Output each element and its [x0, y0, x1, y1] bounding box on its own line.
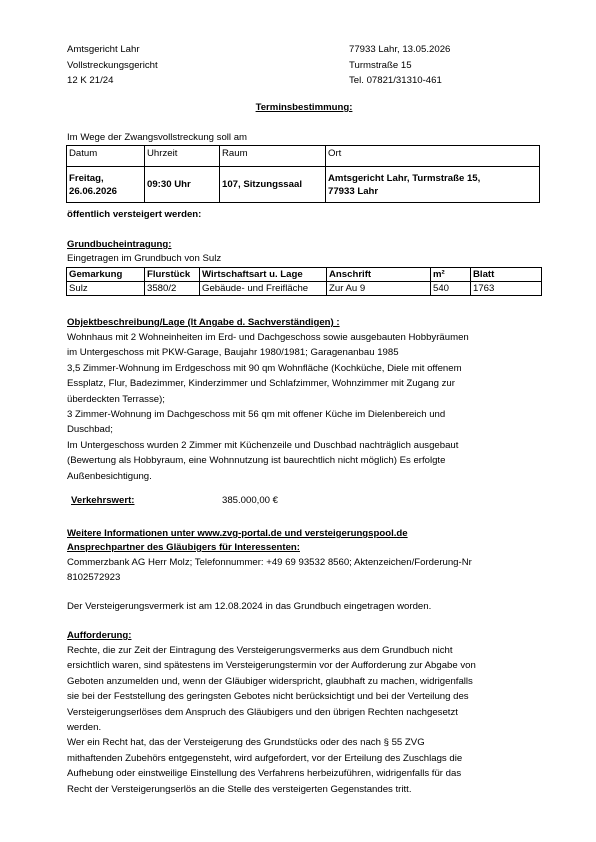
verkehrswert-value: 385.000,00 € [222, 495, 279, 506]
aufforderung-line: Aufhebung oder einstweilige Einstellung des Verfahrens herbeizuführen, widrigenfalls für das [67, 768, 462, 780]
street: Turmstraße 15 [349, 59, 412, 71]
case-number: 12 K 21/24 [67, 75, 114, 86]
page-title: Terminsbestimmung: [255, 102, 353, 113]
objekt-line: Duschbad; [67, 424, 113, 436]
grundbuch-heading: Grundbucheintragung: [67, 239, 172, 250]
objekt-line: 3,5 Zimmer-Wohnung im Erdgeschoss mit 90 qm Wohnfläche (Kochküche, Diele mit offenem [67, 362, 462, 374]
col-header-uhrzeit: Uhrzeit [145, 146, 220, 167]
objekt-line: 3 Zimmer-Wohnung im Dachgeschoss mit 56 qm mit offener Küche im Dielenbereich und [67, 409, 446, 421]
gb-header-gemarkung: Gemarkung [67, 268, 145, 282]
col-header-raum: Raum [220, 146, 326, 167]
objekt-heading: Objektbeschreibung/Lage (lt Angabe d. Sachverständigen) : [67, 317, 340, 328]
cell-ort: Amtsgericht Lahr, Turmstraße 15, 77933 Lahr [326, 167, 540, 203]
outro-text: öffentlich versteigert werden: [67, 209, 202, 220]
court-name: Amtsgericht Lahr [67, 44, 140, 55]
cell-raum: 107, Sitzungssaal [220, 167, 326, 203]
cell-datum: Freitag, 26.06.2026 [67, 167, 145, 203]
contact-details: Commerzbank AG Herr Molz; Telefonnummer: +49 69 93532 8560; Aktenzeichen/Forderung-Nr 8102572923 [67, 557, 472, 583]
objekt-line: Im Untergeschoss wurden 2 Zimmer mit Küchenzeile und Duschbad nachträglich ausgebaut [67, 439, 459, 451]
objekt-line: überdeckten Terrasse); [67, 393, 165, 405]
aufforderung-text [67, 643, 476, 797]
contact-heading: Ansprechpartner des Gläubigers für Interessenten: [67, 542, 300, 553]
col-header-ort: Ort [326, 146, 540, 167]
gb-cell-m2: 540 [431, 282, 471, 296]
objekt-line: (Bewertung als Hobbyraum, eine Wohnnutzung ist baurechtlich nicht möglich) Es erfolgte [67, 455, 446, 467]
objekt-line: Außenbesichtigung. [67, 470, 152, 482]
aufforderung-line: ersichtlich waren, sind spätestens im Versteigerungstermin vor der Aufforderung zur Abgabe von [67, 660, 476, 672]
grundbuch-subline: Eingetragen im Grundbuch von Sulz [67, 253, 222, 264]
court-address-block [67, 43, 158, 90]
objekt-description [67, 330, 469, 484]
gb-cell-wirtschaftsart: Gebäude- und Freifläche [200, 282, 327, 296]
aufforderung-line: Wer ein Recht hat, das der Versteigerung des Grundstücks oder des nach § 55 ZVG [67, 737, 425, 749]
col-header-datum: Datum [67, 146, 145, 167]
intro-text: Im Wege der Zwangsvollstreckung soll am [67, 132, 248, 143]
court-contact-block [349, 43, 450, 90]
aufforderung-line: sie bei der Feststellung des geringsten Gebotes nicht berücksichtigt und bei der Verteilung des [67, 691, 469, 703]
court-department: Vollstreckungsgericht [67, 59, 158, 71]
aufforderung-line: Versteigerungserlöses dem Anspruch des Gläubigers und den übrigen Rechten nachgesetzt [67, 706, 458, 718]
objekt-line: Essplatz, Flur, Badezimmer, Kinderzimmer und Schlafzimmer, Wohnzimmer mit Zugang zur [67, 378, 455, 390]
aufforderung-line: Geboten anzumelden und, wenn der Gläubiger widerspricht, glaubhaft zu machen, widrigenfalls [67, 675, 473, 687]
gb-header-wirtschaftsart: Wirtschaftsart u. Lage [200, 268, 327, 282]
termin-table [66, 145, 540, 203]
gb-header-m2: m² [431, 268, 471, 282]
gb-cell-blatt: 1763 [471, 282, 542, 296]
grundbuch-table [66, 267, 542, 296]
objekt-line: im Untergeschoss mit PKW-Garage, Baujahr 1980/1981; Garagenanbau 1985 [67, 347, 399, 359]
aufforderung-line: Rechte, die zur Zeit der Eintragung des Versteigerungsvermerks aus dem Grundbuch nicht [67, 645, 453, 656]
aufforderung-line: mithaftenden Zubehörs entgegensteht, wird aufgefordert, vor der Erteilung des Zuschlags die [67, 752, 463, 764]
aufforderung-heading: Aufforderung: [67, 630, 132, 641]
gb-header-blatt: Blatt [471, 268, 542, 282]
place-date: 77933 Lahr, 13.05.2026 [349, 44, 451, 55]
objekt-line: Wohnhaus mit 2 Wohneinheiten im Erd- und Dachgeschoss sowie ausgebauten Hobbyräumen [67, 332, 469, 343]
cell-uhrzeit: 09:30 Uhr [145, 167, 220, 203]
info-line: Weitere Informationen unter www.zvg-portal.de und versteigerungspool.de [67, 528, 408, 539]
phone: Tel. 07821/31310-461 [349, 75, 442, 86]
gb-header-anschrift: Anschrift [327, 268, 431, 282]
gb-cell-gemarkung: Sulz [67, 282, 145, 296]
gb-cell-anschrift: Zur Au 9 [327, 282, 431, 296]
aufforderung-line: Recht der Versteigerungserlös an die Stelle des versteigerten Gegenstandes tritt. [67, 783, 412, 795]
verkehrswert-label: Verkehrswert: [71, 495, 135, 506]
gb-header-flurstueck: Flurstück [145, 268, 200, 282]
gb-cell-flurstueck: 3580/2 [145, 282, 200, 296]
aufforderung-line: werden. [67, 722, 102, 734]
vermerk-text: Der Versteigerungsvermerk ist am 12.08.2024 in das Grundbuch eingetragen worden. [67, 601, 432, 612]
